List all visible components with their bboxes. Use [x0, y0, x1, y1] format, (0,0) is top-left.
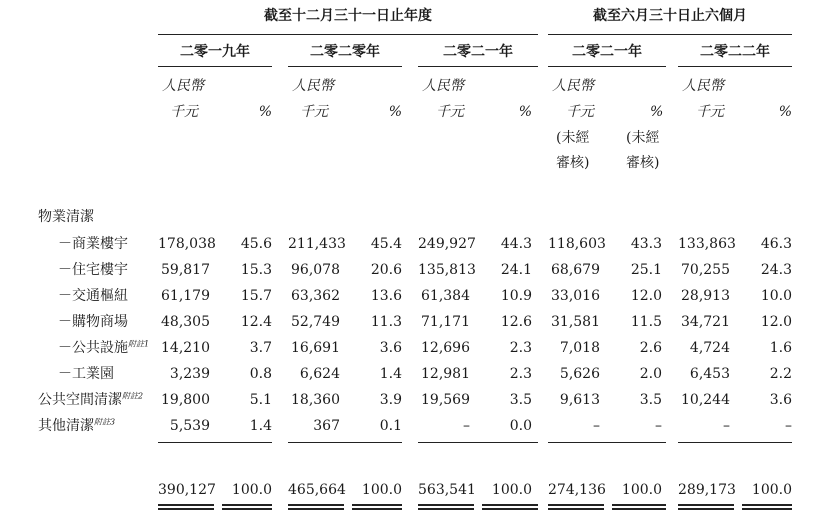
year-header-2021-h1: 二零二一年 — [572, 44, 642, 60]
subtotal-rule — [418, 442, 538, 443]
value-2019-pct: 12.4 — [240, 314, 272, 330]
value-2021h1-amount: 7,018 — [559, 340, 600, 356]
total-double-rule — [222, 504, 272, 506]
value-2021h1-pct: 11.5 — [630, 314, 662, 330]
value-2019-pct: 0.8 — [249, 366, 272, 382]
value-2019-amount: 59,817 — [161, 262, 210, 278]
total-double-rule — [222, 508, 272, 510]
total-double-rule — [288, 504, 344, 506]
value-2022h1-pct: 1.6 — [769, 340, 792, 356]
unaudited-note: 審核) — [626, 155, 660, 171]
value-2021h1-amount: 118,603 — [548, 236, 606, 252]
year-rule-2021 — [418, 66, 538, 67]
value-2019-pct: 15.3 — [240, 262, 272, 278]
row-label: －交通樞紐 — [58, 288, 128, 304]
total-2022h1-pct: 100.0 — [751, 482, 792, 498]
year-rule-2021-h1 — [548, 66, 666, 67]
currency-label: 人民幣 — [552, 78, 594, 94]
value-2022h1-amount: 34,721 — [681, 314, 730, 330]
value-2019-pct: 3.7 — [249, 340, 272, 356]
value-2021h1-amount: 5,626 — [559, 366, 600, 382]
total-double-rule — [352, 508, 402, 510]
value-2021h1-pct: 2.0 — [639, 366, 662, 382]
value-2021-amount: – — [463, 418, 470, 434]
value-2022h1-pct: – — [785, 418, 792, 434]
total-double-rule — [418, 508, 474, 510]
period-year-header: 截至十二月三十一日止年度 — [264, 8, 432, 24]
value-2020-amount: 16,691 — [291, 340, 340, 356]
value-2020-amount: 18,360 — [291, 392, 340, 408]
year-rule-2020 — [288, 66, 402, 67]
value-2021-amount: 249,927 — [418, 236, 476, 252]
unit-label: 千元 — [566, 104, 594, 120]
currency-label: 人民幣 — [162, 78, 204, 94]
value-2021h1-pct: 3.5 — [639, 392, 662, 408]
footnote-marker: 附註2 — [122, 391, 144, 401]
value-2021-pct: 12.6 — [500, 314, 532, 330]
year-header-2021: 二零二一年 — [443, 44, 513, 60]
value-2021h1-pct: 12.0 — [630, 288, 662, 304]
value-2021h1-amount: 68,679 — [551, 262, 600, 278]
total-double-rule — [482, 504, 538, 506]
value-2021h1-amount: – — [593, 418, 600, 434]
value-2022h1-amount: 6,453 — [689, 366, 730, 382]
value-2019-amount: 178,038 — [158, 236, 216, 252]
unit-label: 千元 — [436, 104, 464, 120]
footnote-marker: 附註3 — [94, 417, 116, 427]
total-double-rule — [418, 504, 474, 506]
value-2019-amount: 48,305 — [161, 314, 210, 330]
total-2021h1-amount: 274,136 — [548, 482, 606, 498]
value-2019-amount: 3,239 — [169, 366, 210, 382]
value-2020-pct: 45.4 — [370, 236, 402, 252]
total-double-rule — [352, 504, 402, 506]
subtotal-rule — [548, 442, 666, 443]
currency-label: 人民幣 — [292, 78, 334, 94]
row-label: －工業園 — [58, 366, 114, 382]
value-2022h1-pct: 12.0 — [760, 314, 792, 330]
total-2021-amount: 563,541 — [418, 482, 476, 498]
value-2021h1-amount: 31,581 — [551, 314, 600, 330]
year-rule-2022-h1 — [678, 66, 792, 67]
total-double-rule — [742, 508, 792, 510]
total-double-rule — [548, 504, 604, 506]
subtotal-rule — [158, 442, 272, 443]
value-2019-amount: 14,210 — [161, 340, 210, 356]
value-2022h1-pct: 10.0 — [760, 288, 792, 304]
unit-label: 千元 — [170, 104, 198, 120]
subtotal-rule — [288, 442, 402, 443]
unit-label: 千元 — [696, 104, 724, 120]
percent-label: % — [258, 104, 272, 120]
value-2020-amount: 96,078 — [291, 262, 340, 278]
total-double-rule — [678, 504, 734, 506]
section-label: 物業清潔 — [38, 209, 94, 225]
total-double-rule — [288, 508, 344, 510]
year-header-2022-h1: 二零二二年 — [700, 44, 770, 60]
value-2020-pct: 20.6 — [370, 262, 402, 278]
value-2019-amount: 5,539 — [169, 418, 210, 434]
value-2021-pct: 3.5 — [509, 392, 532, 408]
value-2021h1-pct: 43.3 — [630, 236, 662, 252]
value-2021-amount: 135,813 — [418, 262, 476, 278]
value-2021-pct: 0.0 — [509, 418, 532, 434]
total-2020-amount: 465,664 — [288, 482, 346, 498]
value-2022h1-amount: 70,255 — [681, 262, 730, 278]
value-2021-pct: 44.3 — [500, 236, 532, 252]
total-double-rule — [742, 504, 792, 506]
value-2020-amount: 367 — [313, 418, 340, 434]
value-2021-pct: 24.1 — [500, 262, 532, 278]
value-2021-amount: 71,171 — [421, 314, 470, 330]
row-label: 公共空間清潔$^{附註2}$ — [38, 391, 144, 408]
row-label: 其他清潔$^{附註3}$ — [38, 417, 116, 434]
value-2022h1-pct: 2.2 — [769, 366, 792, 382]
unit-label: 千元 — [300, 104, 328, 120]
period-half-header: 截至六月三十日止六個月 — [593, 8, 747, 24]
total-double-rule — [482, 508, 538, 510]
total-2019-pct: 100.0 — [231, 482, 272, 498]
value-2019-amount: 19,800 — [161, 392, 210, 408]
value-2021h1-amount: 33,016 — [551, 288, 600, 304]
unaudited-note: (未經 — [626, 130, 660, 146]
year-header-2019: 二零一九年 — [180, 44, 250, 60]
total-double-rule — [158, 508, 214, 510]
value-2020-amount: 63,362 — [291, 288, 340, 304]
value-2020-amount: 6,624 — [299, 366, 340, 382]
total-double-rule — [158, 504, 214, 506]
value-2021-pct: 10.9 — [500, 288, 532, 304]
value-2021-amount: 12,981 — [421, 366, 470, 382]
value-2020-pct: 11.3 — [370, 314, 402, 330]
value-2019-pct: 45.6 — [240, 236, 272, 252]
unaudited-note: 審核) — [556, 155, 590, 171]
year-header-2020: 二零二零年 — [310, 44, 380, 60]
row-label: －公共設施$^{附註1}$ — [58, 339, 150, 356]
total-double-rule — [612, 508, 666, 510]
value-2022h1-pct: 24.3 — [760, 262, 792, 278]
total-2019-amount: 390,127 — [158, 482, 216, 498]
period-half-rule — [548, 34, 792, 35]
value-2020-pct: 3.6 — [379, 340, 402, 356]
percent-label: % — [388, 104, 402, 120]
value-2022h1-amount: 133,863 — [678, 236, 736, 252]
total-double-rule — [548, 508, 604, 510]
period-year-rule — [158, 34, 538, 35]
currency-label: 人民幣 — [682, 78, 724, 94]
footnote-marker: 附註1 — [128, 339, 150, 349]
value-2021-pct: 2.3 — [509, 340, 532, 356]
value-2020-pct: 3.9 — [379, 392, 402, 408]
total-2021h1-pct: 100.0 — [621, 482, 662, 498]
value-2021-amount: 12,696 — [421, 340, 470, 356]
currency-label: 人民幣 — [422, 78, 464, 94]
value-2021h1-pct: – — [655, 418, 662, 434]
row-label: －購物商場 — [58, 314, 128, 330]
value-2021-pct: 2.3 — [509, 366, 532, 382]
value-2021-amount: 61,384 — [421, 288, 470, 304]
total-2021-pct: 100.0 — [491, 482, 532, 498]
total-double-rule — [678, 508, 734, 510]
subtotal-rule — [678, 442, 792, 443]
percent-label: % — [650, 104, 664, 120]
value-2020-amount: 52,749 — [291, 314, 340, 330]
value-2019-pct: 5.1 — [249, 392, 272, 408]
year-rule-2019 — [158, 66, 272, 67]
value-2021h1-pct: 2.6 — [639, 340, 662, 356]
value-2019-pct: 15.7 — [240, 288, 272, 304]
value-2019-pct: 1.4 — [249, 418, 272, 434]
percent-label: % — [518, 104, 532, 120]
total-2020-pct: 100.0 — [361, 482, 402, 498]
value-2022h1-amount: 28,913 — [681, 288, 730, 304]
value-2022h1-amount: – — [723, 418, 730, 434]
total-2022h1-amount: 289,173 — [678, 482, 736, 498]
value-2020-pct: 0.1 — [379, 418, 402, 434]
value-2022h1-amount: 4,724 — [689, 340, 730, 356]
value-2021h1-pct: 25.1 — [630, 262, 662, 278]
value-2021h1-amount: 9,613 — [559, 392, 600, 408]
value-2020-amount: 211,433 — [288, 236, 346, 252]
row-label: －住宅樓宇 — [58, 262, 128, 278]
row-label: －商業樓宇 — [58, 236, 128, 252]
value-2022h1-pct: 3.6 — [769, 392, 792, 408]
value-2020-pct: 13.6 — [370, 288, 402, 304]
value-2022h1-amount: 10,244 — [681, 392, 730, 408]
value-2019-amount: 61,179 — [161, 288, 210, 304]
value-2021-amount: 19,569 — [421, 392, 470, 408]
value-2022h1-pct: 46.3 — [760, 236, 792, 252]
total-double-rule — [612, 504, 666, 506]
unaudited-note: (未經 — [556, 130, 590, 146]
percent-label: % — [778, 104, 792, 120]
value-2020-pct: 1.4 — [379, 366, 402, 382]
